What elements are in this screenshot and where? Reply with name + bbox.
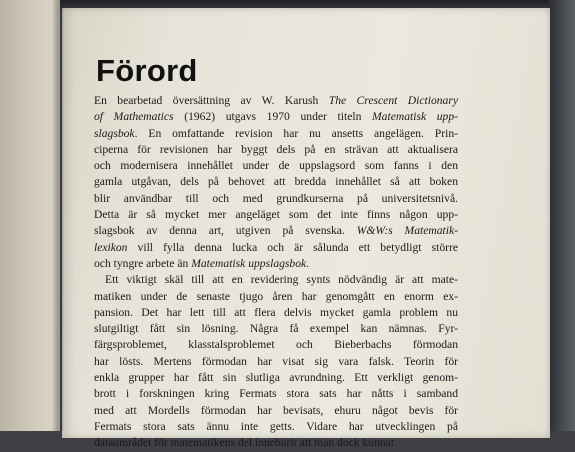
text-segment: dataområdet för matematikens del inneburit att man dock kunnat (94, 436, 395, 450)
text-line (94, 272, 458, 288)
paragraph (94, 93, 458, 272)
text-segment: gamla utgåvan, dels på behovet att bredda innehållet så att boken (94, 175, 458, 189)
text-segment: . (306, 256, 310, 270)
text-segment: . En omfattande revision har nu ansetts angelägen. Prin- (134, 126, 458, 140)
text-line (94, 289, 458, 305)
text-segment: pansion. Det har lett till att flera delvis mycket gamla problem nu (94, 305, 458, 319)
italic-text: Matematisk upp- (372, 110, 459, 124)
text-segment: Ett viktigt skäl till att en revidering synts nödvändig är att mate- (105, 273, 458, 287)
text-line (94, 207, 458, 223)
text-segment: har lösts. Mertens förmodan har visat sig vara falsk. Teorin för (94, 354, 458, 368)
text-segment: brott i forskningen kring Fermats stora sats har nåtts i samband (94, 387, 458, 401)
text-line (94, 419, 458, 435)
italic-text: of Mathematics (94, 110, 174, 124)
foreword-body (94, 93, 458, 452)
text-segment: enkla grupper har fått sin slutliga avrundning. Ett verkligt genom- (94, 371, 458, 385)
previous-page-edge (0, 0, 60, 431)
page-gutter (52, 0, 64, 431)
italic-text: The Crescent Dictionary (328, 94, 458, 107)
text-segment: och modernisera innehållet under de uppslagsord som fanns i den (94, 159, 458, 173)
text-line (94, 403, 458, 419)
paragraph (94, 272, 458, 451)
text-line (94, 256, 458, 272)
text-line (94, 191, 458, 207)
text-line (94, 174, 458, 190)
text-line (94, 158, 458, 174)
italic-text: slagsbok (94, 126, 135, 140)
text-line (94, 126, 458, 142)
text-line (94, 142, 458, 158)
text-segment: matiken under de senaste tjugo åren har genomgått en enorm ex- (94, 289, 458, 303)
text-segment: Fermats stora sats ännu inte getts. Vidare har utvecklingen på (94, 419, 458, 433)
text-segment: (1962) utgavs 1970 under titeln (173, 110, 373, 124)
text-line (94, 386, 458, 402)
text-segment: slutgiltigt fått sin lösning. Några få exempel kan nämnas. Fyr- (94, 322, 458, 336)
text-line (94, 337, 458, 353)
text-line (94, 370, 458, 386)
book-cover-edge (548, 0, 575, 431)
page-title: Förord (96, 53, 198, 88)
text-line (94, 240, 458, 256)
text-line (94, 223, 458, 239)
text-segment: vill fylla denna lucka och är sålunda ett betydligt större (127, 240, 458, 254)
text-segment: färgsproblemet, klasstalsproblemet och Bieberbachs förmodan (94, 338, 458, 352)
text-segment: och tyngre arbete än (94, 256, 192, 270)
text-line (94, 435, 458, 451)
italic-text: lexikon (94, 240, 128, 254)
text-line (94, 321, 458, 337)
text-line (94, 354, 458, 370)
text-line (94, 109, 458, 125)
text-segment: slagsbok av denna art, utgiven på svenska. (94, 224, 357, 238)
text-segment: ciperna för revisionen har byggt dels på en strävan att aktualisera (94, 142, 458, 156)
text-line (94, 305, 458, 321)
text-segment: Detta är så mycket mer angeläget som det inte finns någon upp- (94, 208, 458, 222)
text-segment: blir användbar till och med grundkurserna på universitetsnivå. (94, 191, 458, 205)
text-line (94, 93, 458, 109)
text-segment: med att Mordells förmodan har bevisats, ehuru något bevis för (94, 403, 458, 417)
italic-text: Matematisk uppslagsbok (191, 256, 307, 270)
italic-text: W&W:s Matematik- (356, 224, 458, 238)
text-segment: En bearbetad översättning av W. Karush (94, 94, 329, 107)
